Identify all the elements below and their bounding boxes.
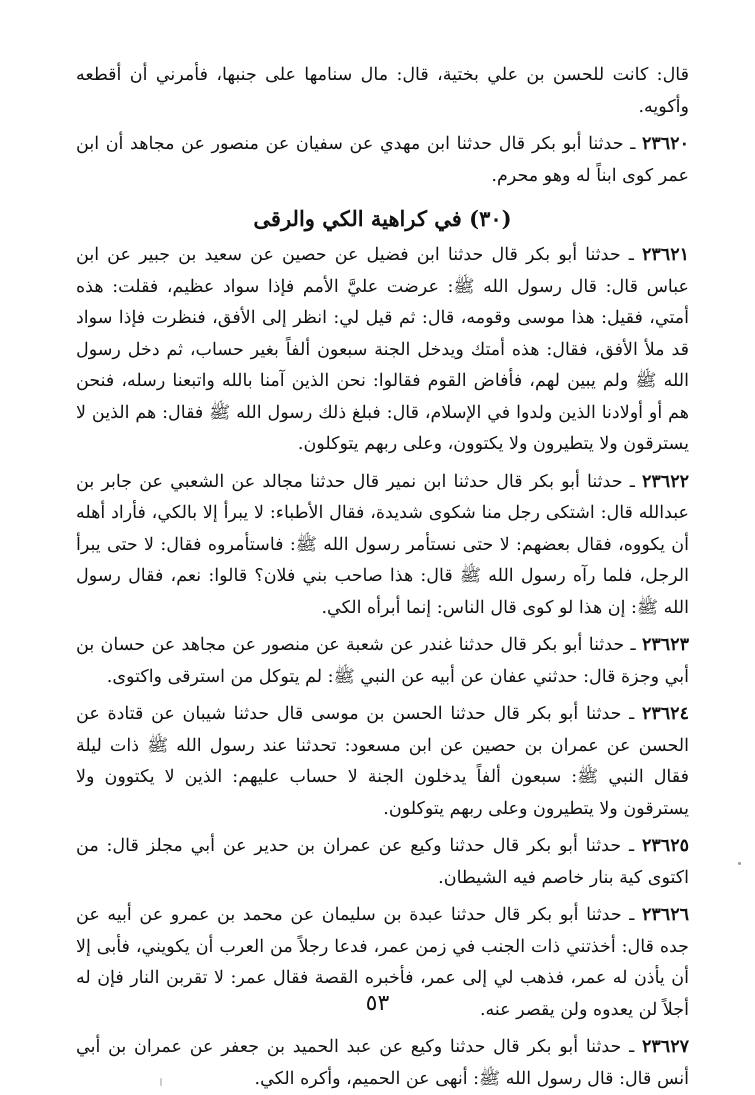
separator-dash: ـ xyxy=(622,471,642,492)
separator-dash: ـ xyxy=(623,134,642,154)
hadith-number: ٢٣٦٢٢ xyxy=(642,471,689,492)
hadith-text: حدثنا أبو بكر قال حدثنا ابن نمير قال حدثنا مجالد عن الشعبي عن جابر بن عبدالله قال: اشتكى رجل منا شكوى شديدة، فقال الأطباء: لا يبرأ إلا بالكي، فأراد أهله أن يكووه، فقال بعضهم: لا حتى نستأمر رسول الله ﷺ: فاستأمروه فقال: لا حتى يبرأ الرجل، فلما رآه رسول الله ﷺ قال: هذا صاحب بني فلان؟ قالوا: نعم، فقال رسول الله ﷺ: إن هذا لو كوى قال الناس: إنما أبرأه الكي. xyxy=(76,471,689,618)
separator-dash: ـ xyxy=(621,905,642,925)
hadith-23620 xyxy=(76,129,689,192)
hadith-number: ٢٣٦٢٦ xyxy=(642,905,689,925)
hadith-23623 xyxy=(76,630,689,693)
hadith-text: حدثنا أبو بكر قال حدثنا عبدة بن سليمان عن محمد بن عمرو عن أبيه عن جده قال: أخذتني ذات الجنب في زمن عمر، فدعا رجلاً من العرب أن يكويني، فأبى إلا أن يأذن له عمر، فذهب لي إلى عمر، فأخبره القصة فقال عمر: لا تقربن النار فإن له أجلاً لن يعدوه ولن يقصر عنه. xyxy=(76,905,689,1020)
hadith-text: حدثنا أبو بكر قال حدثنا غندر عن شعبة عن منصور عن مجاهد عن حسان بن أبي وجزة قال: حدثني عفان عن أبيه عن النبي ﷺ: لم يتوكل من استرقى واكتوى. xyxy=(76,635,689,687)
hadith-number: ٢٣٦٢٥ xyxy=(642,836,689,856)
separator-dash: ـ xyxy=(621,704,642,724)
hadith-23621 xyxy=(76,240,689,461)
separator-dash: ـ xyxy=(621,836,642,856)
hadith-number: ٢٣٦٢٠ xyxy=(641,134,689,154)
page-number: ٥٣ xyxy=(365,991,390,1016)
hadith-text: حدثنا أبو بكر قال حدثنا وكيع عن عبد الحميد بن جعفر عن عمران بن أبي أنس قال: قال رسول الله ﷺ: أنهى عن الحميم، وأكره الكي. xyxy=(76,1037,689,1089)
chapter-heading: (٣٠) في كراهية الكي والرقى xyxy=(253,206,512,231)
hadith-23624 xyxy=(76,699,689,825)
hadith-number: ٢٣٦٢٧ xyxy=(642,1037,689,1057)
separator-dash: ـ xyxy=(621,1037,642,1057)
page-body xyxy=(76,60,689,1095)
scan-speck xyxy=(738,862,741,865)
scan-speck xyxy=(160,1078,162,1086)
hadith-23622 xyxy=(76,467,689,625)
hadith-number: ٢٣٦٢٣ xyxy=(641,635,689,655)
continuation-paragraph xyxy=(76,60,689,123)
hadith-text: حدثنا أبو بكر قال حدثنا الحسن بن موسى قال حدثنا شيبان عن قتادة عن الحسن عن عمران بن حصين عن ابن مسعود: تحدثنا عند رسول الله ﷺ ذات ليلة فقال النبي ﷺ: سبعون ألفاً يدخلون الجنة لا حساب عليهم: الذين لا يكتوون ولا يسترقون ولا يتطيرون وعلى ربهم يتوكلون. xyxy=(76,704,689,819)
hadith-text: حدثنا أبو بكر قال حدثنا ابن فضيل عن حصين عن سعيد بن جبير عن ابن عباس قال: قال رسول الله ﷺ: عرضت عليَّ الأمم فإذا سواد عظيم، فقلت: هذه أمتي، فقيل: هذا موسى وقومه، قال: ثم قيل لي: انظر إلى الأفق، فنظرت فإذا سواد قد ملأ الأفق، فقال: هذه أمتك ويدخل الجنة سبعون ألفاً بغير حساب، ثم دخل رسول الله ﷺ ولم يبين لهم، فأفاض القوم فقالوا: نحن الذين آمنا بالله واتبعنا رسله، فنحن هم أو أولادنا الذين ولدوا في الإسلام، قال: فبلغ ذلك رسول الله ﷺ فقال: هم الذين لا يسترقون ولا يتطيرون ولا يكتوون، وعلى ربهم يتوكلون. xyxy=(76,245,689,454)
hadith-text: حدثنا أبو بكر قال حدثنا وكيع عن عمران بن حدير عن أبي مجلز قال: من اكتوى كية بنار خاصم فيه الشيطان. xyxy=(76,836,689,888)
hadith-number: ٢٣٦٢١ xyxy=(642,245,689,265)
hadith-23625 xyxy=(76,831,689,894)
hadith-23627 xyxy=(76,1032,689,1095)
continuation-text: قال: كانت للحسن بن علي بختية، قال: مال سنامها على جنبها، فأمرني أن أقطعه وأكويه. xyxy=(76,65,689,117)
hadith-text: حدثنا أبو بكر قال حدثنا ابن مهدي عن سفيان عن منصور عن مجاهد أن ابن عمر كوى ابناً له وهو محرم. xyxy=(76,134,689,186)
separator-dash: ـ xyxy=(620,245,642,265)
separator-dash: ـ xyxy=(624,635,642,655)
hadith-number: ٢٣٦٢٤ xyxy=(641,704,689,724)
